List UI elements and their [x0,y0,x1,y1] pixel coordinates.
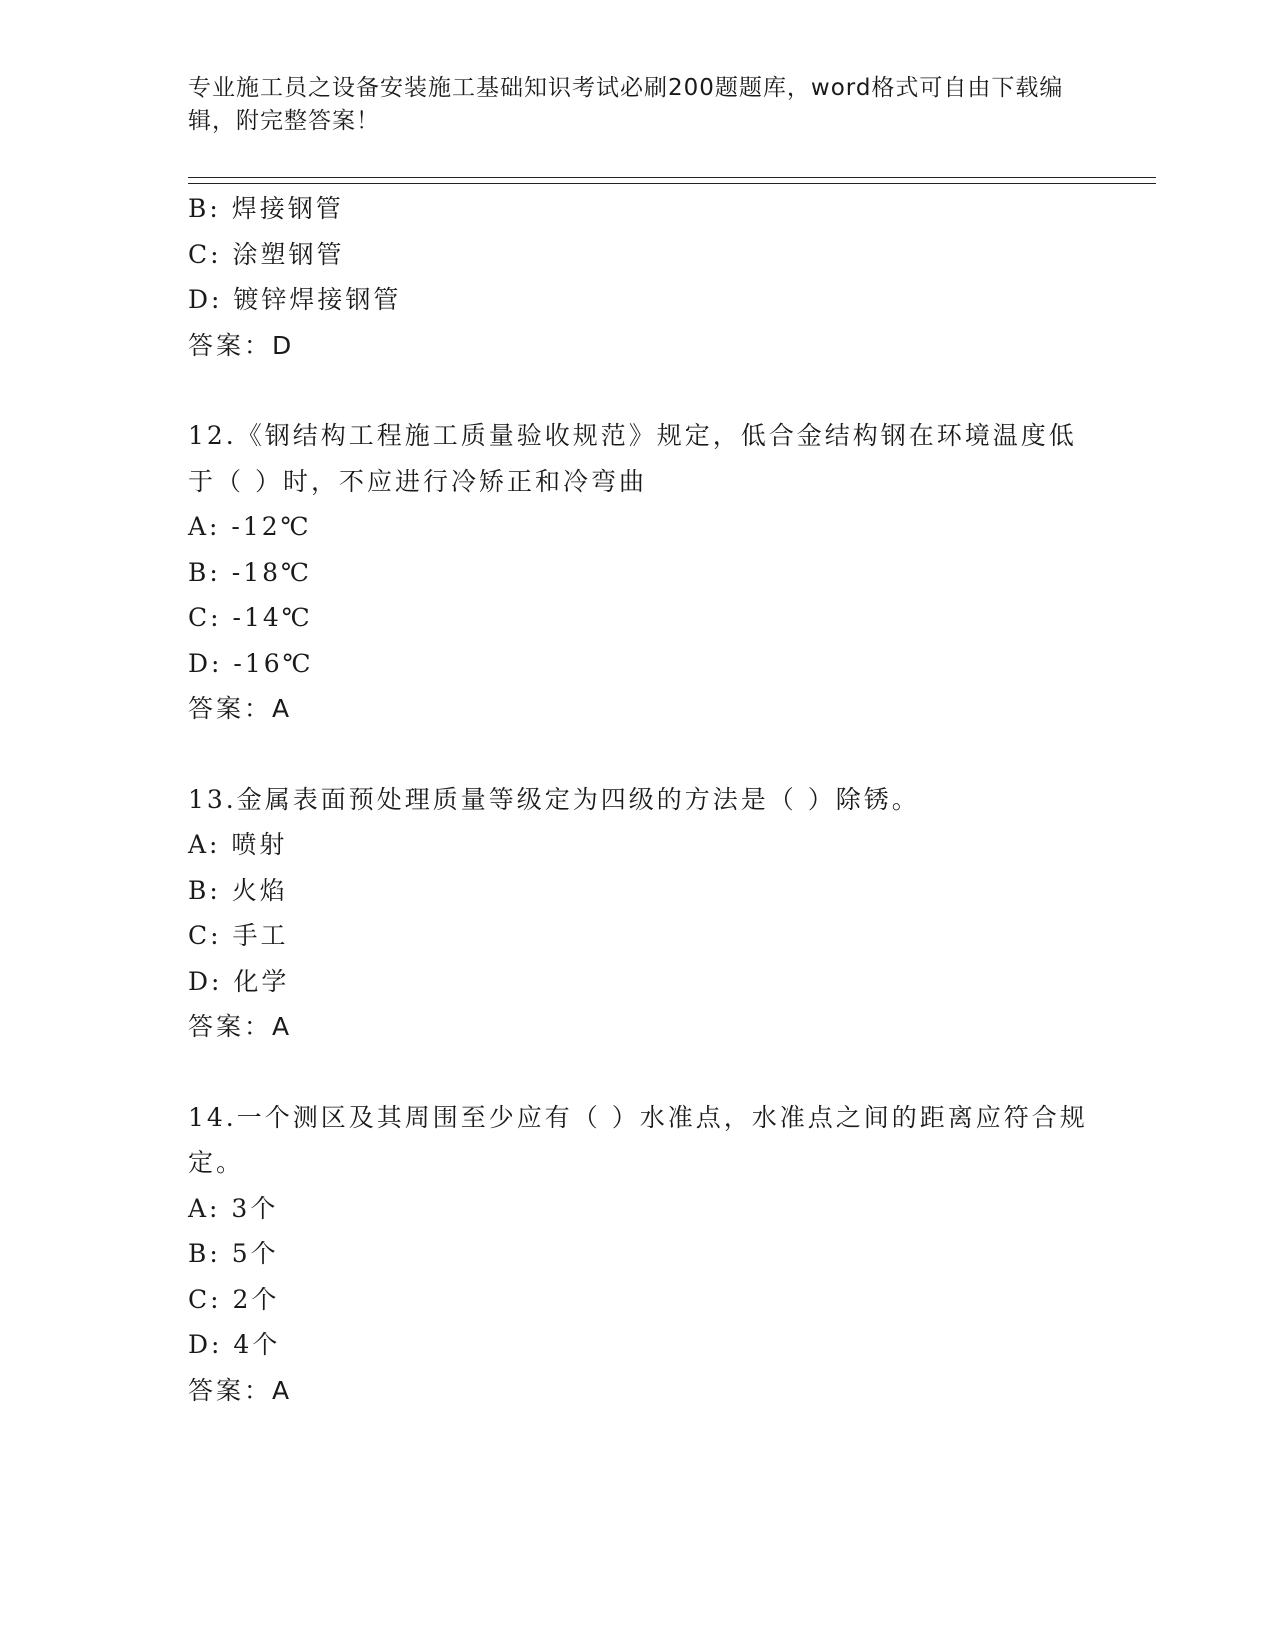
option-d: D: 4个 [188,1330,281,1359]
question-11-continued [188,186,1088,368]
option-a: A: 3个 [188,1193,279,1223]
question-text: 12.《钢结构工程施工质量验收规范》规定，低合金结构钢在环境温度低于（ ）时，不应进行冷矫正和冷弯曲 [188,421,1077,496]
option-d: D: -16℃ [188,648,314,678]
option-c: C: 2个 [188,1284,280,1314]
question-14 [188,1095,1088,1414]
option-b: B: 焊接钢管 [188,194,344,223]
answer: 答案：D [188,330,295,360]
question-13 [188,777,1088,1050]
answer: 答案：A [188,1375,293,1405]
option-c: C: -14℃ [188,603,313,632]
question-12 [188,413,1088,732]
option-b: B: 5个 [188,1239,279,1268]
option-a: A: 喷射 [188,830,288,859]
answer: 答案：A [188,1012,293,1041]
header-divider [188,177,1156,184]
option-a: A: -12℃ [188,512,312,541]
option-c: C: 手工 [188,921,289,950]
option-b: B: 火焰 [188,875,288,905]
option-d: D: 镀锌焊接钢管 [188,285,402,314]
document-body [188,186,1088,1413]
answer: 答案：A [188,694,293,723]
question-text: 14.一个测区及其周围至少应有（ ）水准点，水准点之间的距离应符合规定。 [188,1102,1088,1177]
option-d: D: 化学 [188,966,290,996]
page-header [188,72,1088,138]
option-c: C: 涂塑钢管 [188,239,345,269]
option-b: B: -18℃ [188,557,312,587]
question-text: 13.金属表面预处理质量等级定为四级的方法是（ ）除锈。 [188,784,920,814]
header-title: 专业施工员之设备安装施工基础知识考试必刷200题题库，word格式可自由下载编辑，附完整答案！ [188,75,1064,134]
